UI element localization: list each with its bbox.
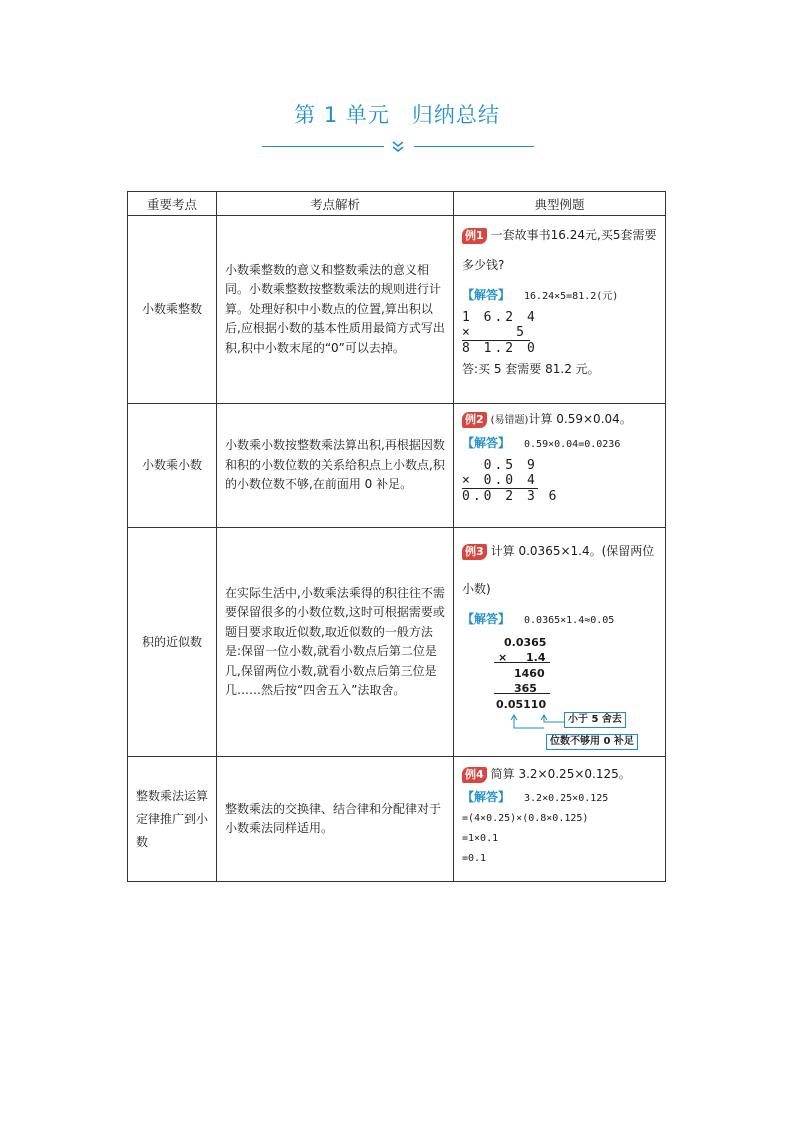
answer-line	[462, 608, 661, 632]
calc-line: 0.5 9	[462, 458, 538, 473]
calc-line: 365	[514, 682, 537, 695]
example-badge: 例2	[462, 412, 487, 428]
example-question	[462, 761, 661, 787]
topic-cell: 小数乘小数	[128, 404, 217, 528]
table-row	[128, 757, 666, 882]
answer-line	[462, 432, 661, 456]
header-topic: 重要考点	[128, 192, 217, 216]
solution-step: =1×0.1	[462, 833, 499, 844]
calc-line: 1460	[514, 667, 545, 680]
answer-label: 【解答】	[462, 436, 511, 450]
double-chevron-down-icon	[390, 140, 406, 154]
vertical-calculation	[462, 310, 661, 356]
answer-text: 0.59×0.04=0.0236	[524, 439, 621, 450]
example-cell	[454, 528, 666, 757]
header-example: 典型例题	[454, 192, 666, 216]
vertical-calculation	[462, 458, 661, 504]
calc-line: ×	[498, 651, 508, 664]
example-cell	[454, 404, 666, 528]
analysis-cell: 小数乘小数按整数乘法算出积,再根据因数和积的小数位数的关系给积点上小数点,积的小数位数不够,在前面用 0 补足。	[217, 404, 454, 528]
calc-line: 0.0 2 3 6	[462, 489, 560, 504]
table-row	[128, 216, 666, 404]
answer-line	[462, 284, 661, 308]
conclusion-text: 答:买 5 套需要 81.2 元。	[462, 362, 600, 376]
analysis-cell: 整数乘法的交换律、结合律和分配律对于小数乘法同样适用。	[217, 757, 454, 882]
header-analysis: 考点解析	[217, 192, 454, 216]
example-question	[462, 408, 661, 432]
topic-cell: 小数乘整数	[128, 216, 217, 404]
solution-step: =0.1	[462, 853, 487, 864]
calc-line: 1.4	[526, 651, 546, 664]
title-decoration	[262, 142, 534, 156]
question-tag: (易错题)	[490, 415, 529, 426]
answer-text: 3.2×0.25×0.125	[524, 793, 609, 804]
table-header-row	[128, 192, 666, 216]
summary-table	[127, 191, 666, 882]
example-question	[462, 532, 661, 608]
example-cell	[454, 757, 666, 882]
analysis-cell: 在实际生活中,小数乘法乘得的积往往不需要保留很多的小数位数,这时可根据需要或题目要求取近似数,取近似数的一般方法是:保留一位小数,就看小数点后第二位是几,保留两位小数,就看小数点后第三位是几……然后按“四舍五入”法取舍。	[217, 528, 454, 757]
example-badge: 例4	[462, 767, 487, 783]
analysis-cell: 小数乘整数的意义和整数乘法的意义相同。小数乘整数按整数乘法的规则进行计算。处理好积中小数点的位置,算出积以后,应根据小数的基本性质用最简方式写出积,积中小数末尾的“0”可以去掉。	[217, 216, 454, 404]
question-text: 计算 0.59×0.04。	[528, 412, 632, 426]
solution-step: =(4×0.25)×(0.8×0.125)	[462, 813, 589, 824]
topic-cell: 积的近似数	[128, 528, 217, 757]
answer-label: 【解答】	[462, 612, 511, 626]
answer-label: 【解答】	[462, 790, 511, 804]
calc-line: × 5	[462, 325, 527, 340]
calc-line: 1 6.2 4	[462, 310, 538, 325]
example-badge: 例3	[462, 544, 487, 560]
example-cell	[454, 216, 666, 404]
annotation-arrows	[508, 702, 568, 734]
answer-line	[462, 787, 661, 809]
calc-line: × 0.0 4	[462, 473, 538, 488]
answer-text: 16.24×5=81.2(元)	[524, 291, 619, 302]
example-badge: 例1	[462, 228, 487, 244]
table-row	[128, 404, 666, 528]
title-rule-left	[262, 146, 384, 147]
question-text: 计算 0.0365×1.4。(保留两位小数)	[462, 544, 655, 596]
annotation-round-down: 小于 5 舍去	[564, 712, 626, 728]
question-text: 一套故事书16.24元,买5套需要多少钱?	[462, 228, 657, 272]
calc-line: 0.0365	[504, 636, 547, 649]
calc-line: 0.05110	[496, 698, 547, 711]
annotation-pad-zero: 位数不够用 0 补足	[546, 734, 638, 750]
vertical-calculation	[462, 632, 661, 747]
question-text: 简算 3.2×0.25×0.125。	[490, 767, 631, 781]
calc-line: 8 1.2 0	[462, 341, 538, 356]
topic-cell: 整数乘法运算定律推广到小数	[128, 757, 217, 882]
example-question	[462, 220, 661, 280]
answer-text: 0.0365×1.4≈0.05	[524, 615, 615, 626]
table-row	[128, 528, 666, 757]
page-title: 第 1 单元 归纳总结	[294, 103, 500, 127]
title-rule-right	[414, 146, 534, 147]
answer-label: 【解答】	[462, 288, 511, 302]
